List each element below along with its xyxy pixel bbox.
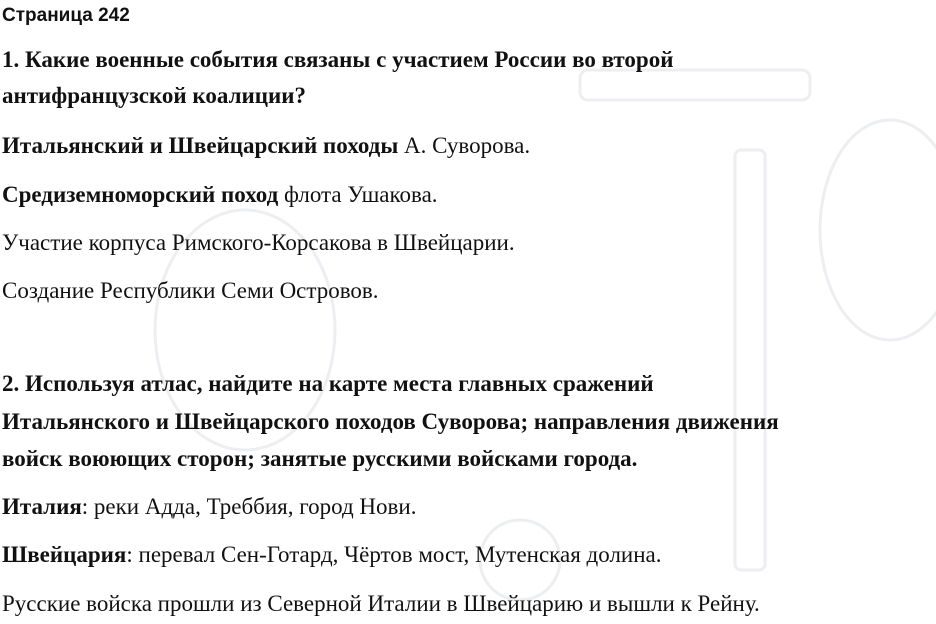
answer-2-item-text: : реки Адда, Треббия, город Нови. xyxy=(81,494,417,519)
answer-1-item-text: Участие корпуса Римского-Корсакова в Швейцарии. xyxy=(2,230,515,255)
page-header: Страница 242 xyxy=(2,5,130,26)
answer-2-item-bold: Италия xyxy=(2,494,82,519)
answer-1-item xyxy=(2,277,379,305)
answer-2-item xyxy=(2,493,416,521)
answer-1-item-text: флота Ушакова. xyxy=(278,182,438,207)
answer-1-item xyxy=(2,181,438,209)
answer-2-item xyxy=(2,590,760,618)
question-2-line-1: 2. Используя атлас, найдите на карте места главных сражений xyxy=(2,371,654,396)
answer-1-item-text: А. Суворова. xyxy=(398,133,531,158)
answer-2-item-bold: Швейцария xyxy=(2,542,127,567)
answer-2-item-text: Русские войска прошли из Северной Италии в Швейцарию и вышли к Рейну. xyxy=(2,591,760,616)
answer-1-item xyxy=(2,132,530,160)
answer-1-item-bold: Средиземноморский поход xyxy=(2,182,279,207)
question-1-line-2: антифранцузской коалиции? xyxy=(2,83,306,108)
question-1-line-1: 1. Какие военные события связаны с участием России во второй xyxy=(2,47,674,72)
question-2-line-3: войск воюющих сторон; занятые русскими войсками города. xyxy=(2,446,638,471)
answer-1-item xyxy=(2,229,515,257)
answer-1-item-bold: Итальянский и Швейцарский походы xyxy=(2,133,399,158)
question-2-line-2: Итальянского и Швейцарского походов Суворова; направления движения xyxy=(2,409,779,434)
answer-1-item-text: Создание Республики Семи Островов. xyxy=(2,278,379,303)
answer-2-item-text: : перевал Сен-Готард, Чёртов мост, Мутенская долина. xyxy=(126,542,662,567)
answer-2-item xyxy=(2,541,662,569)
